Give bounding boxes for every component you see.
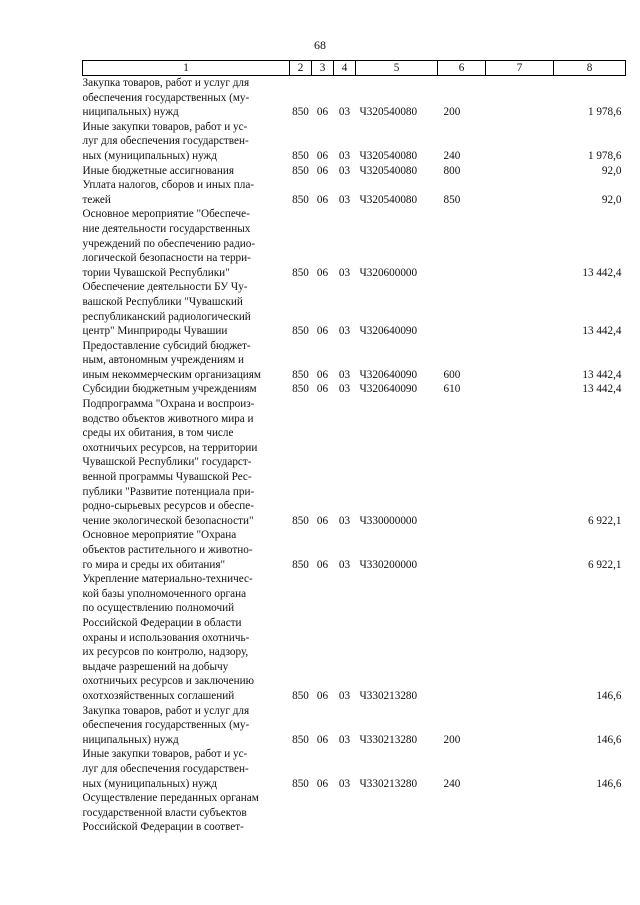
subsection-code: 03 [338,106,351,119]
row-description [83,280,290,338]
target-article-code: Ч320640090 [359,368,418,381]
target-article-code: Ч330200000 [359,558,418,571]
description-line: ниципальных) нужд [82,733,179,746]
ministry-code: 850 [292,193,309,206]
description-line: логической безопасности на терри- [82,252,251,265]
target-article-code: Ч320540080 [359,106,418,119]
ministry-code: 850 [292,383,309,396]
amount: 146,6 [596,777,622,790]
subsection-code: 03 [338,325,351,338]
amount: 1 978,6 [587,149,622,162]
description-line: кой базы уполномоченного органа [82,587,247,600]
expense-type-code [438,207,486,280]
description-line: охраны и использования охотничь- [82,631,250,644]
description-line: Предоставление субсидий бюджет- [82,339,251,352]
table-row [83,382,626,397]
table-body [83,76,626,835]
description-line: обеспечения государственных (му- [82,719,250,732]
amount: 1 978,6 [587,106,622,119]
row-description [83,120,290,164]
column-header-3: 3 [312,61,334,76]
description-line: Основное мероприятие "Охрана [82,529,237,542]
expense-type-code [438,791,486,835]
ministry-code: 850 [292,689,309,702]
section-code: 06 [316,325,329,338]
description-line: ниципальных) нужд [82,106,179,119]
expense-type-code: 850 [443,193,461,206]
column-header-7: 7 [486,61,554,76]
table-row [83,120,626,164]
target-article-code: Ч320640090 [359,383,418,396]
subsection-code: 03 [338,164,351,177]
table-row [83,164,626,179]
description-line: охотхозяйственных соглашений [82,689,235,702]
column-header-1: 1 [83,61,290,76]
section-code: 06 [316,164,329,177]
description-line: Укрепление материально-техничес- [82,573,253,586]
description-line: чение экологической безопасности" [82,514,254,527]
section-code [312,791,334,835]
ministry-code: 850 [292,266,309,279]
subsection-code [334,791,356,835]
description-line: ние деятельности государственных [82,222,251,235]
section-code: 06 [316,733,329,746]
description-line: Чувашской Республики" государст- [82,456,252,469]
description-line: охотничьих ресурсов, на территории [82,441,258,454]
ministry-code: 850 [292,106,309,119]
section-code: 06 [316,383,329,396]
amount: 92,0 [601,164,622,177]
description-line: луг для обеспечения государствен- [82,762,249,775]
description-line: учреждений по обеспечению радио- [82,237,256,250]
table-row [83,397,626,528]
target-article-code: Ч330213280 [359,733,418,746]
subsection-code: 03 [338,368,351,381]
row-description [83,207,290,280]
section-code: 06 [316,193,329,206]
column-7-value [486,572,554,703]
page-number: 68 [314,38,326,52]
column-7-value [486,382,554,397]
description-line: Субсидии бюджетным учреждениям [82,383,257,396]
table-row [83,339,626,383]
description-line: Закупка товаров, работ и услуг для [82,77,250,89]
column-header-8: 8 [554,61,626,76]
amount: 13 442,4 [582,266,622,279]
description-line: их ресурсов по контролю, надзору, [82,646,249,659]
description-line: Осуществление переданных органам [82,792,259,805]
description-line: венной программы Чувашской Рес- [82,471,252,484]
section-code: 06 [316,106,329,119]
subsection-code: 03 [338,266,351,279]
row-description [83,164,290,179]
section-code: 06 [316,689,329,702]
column-7-value [486,747,554,791]
table-row [83,280,626,338]
table-row [83,528,626,572]
target-article-code: Ч330213280 [359,777,418,790]
description-line: го мира и среды их обитания" [82,558,226,571]
table-row [83,704,626,748]
section-code: 06 [316,777,329,790]
description-line: государственной власти субъектов [82,806,247,819]
ministry-code: 850 [292,777,309,790]
expense-type-code [438,397,486,528]
expense-type-code: 610 [443,383,461,396]
column-7-value [486,120,554,164]
description-line: тежей [82,193,111,206]
section-code: 06 [316,149,329,162]
target-article-code: Ч320540080 [359,164,418,177]
description-line: центр" Минприроды Чувашии [82,325,228,338]
amount: 13 442,4 [582,325,622,338]
column-header-4: 4 [334,61,356,76]
ministry-code: 850 [292,514,309,527]
ministry-code: 850 [292,164,309,177]
description-line: выдаче разрешений на добычу [82,660,229,673]
section-code: 06 [316,514,329,527]
section-code: 06 [316,368,329,381]
ministry-code: 850 [292,325,309,338]
subsection-code: 03 [338,149,351,162]
ministry-code: 850 [292,368,309,381]
column-7-value [486,339,554,383]
column-7-value [486,397,554,528]
column-7-value [486,178,554,207]
column-header-5: 5 [356,61,438,76]
description-line: Иные закупки товаров, работ и ус- [82,748,248,761]
description-line: родно-сырьевых ресурсов и обеспе- [82,500,254,513]
target-article-code: Ч330000000 [359,514,418,527]
row-description [83,397,290,528]
expense-type-code: 200 [443,106,461,119]
ministry-code: 850 [292,149,309,162]
row-description [83,339,290,383]
row-description [83,572,290,703]
description-line: обеспечения государственных (му- [82,91,250,104]
table-row [83,791,626,835]
ministry-code [290,791,312,835]
expense-type-code [438,572,486,703]
table-row [83,747,626,791]
column-7-value [486,207,554,280]
subsection-code: 03 [338,558,351,571]
description-line: тории Чувашской Республики" [82,266,230,279]
subsection-code: 03 [338,193,351,206]
description-line: ных (муниципальных) нужд [82,777,217,790]
target-article-code [356,791,438,835]
amount [554,791,626,835]
row-description [83,747,290,791]
target-article-code: Ч330213280 [359,689,418,702]
expense-type-code: 240 [443,149,461,162]
column-7-value [486,704,554,748]
column-7-value [486,791,554,835]
description-line: охотничьих ресурсов и заключению [82,675,254,688]
section-code: 06 [316,558,329,571]
header-row [83,61,626,76]
amount: 13 442,4 [582,368,622,381]
column-7-value [486,528,554,572]
description-line: по осуществлению полномочий [82,602,235,615]
target-article-code: Ч320540080 [359,193,418,206]
row-description [83,76,290,120]
expense-type-code: 800 [443,164,461,177]
subsection-code: 03 [338,777,351,790]
section-code: 06 [316,266,329,279]
amount: 13 442,4 [582,383,622,396]
description-line: Иные закупки товаров, работ и ус- [82,120,248,133]
expense-type-code [438,280,486,338]
column-header-2: 2 [290,61,312,76]
target-article-code: Ч320640090 [359,325,418,338]
expense-type-code: 200 [443,733,461,746]
row-description [83,528,290,572]
description-line: водство объектов животного мира и [82,412,254,425]
description-line: Закупка товаров, работ и услуг для [82,704,250,717]
ministry-code: 850 [292,733,309,746]
amount: 146,6 [596,689,622,702]
subsection-code: 03 [338,733,351,746]
subsection-code: 03 [338,514,351,527]
table-row [83,76,626,120]
subsection-code: 03 [338,383,351,396]
subsection-code: 03 [338,689,351,702]
description-line: Иные бюджетные ассигнования [82,164,234,177]
row-description [83,791,290,835]
row-description [83,704,290,748]
target-article-code: Ч320540080 [359,149,418,162]
row-description [83,178,290,207]
column-header-6: 6 [438,61,486,76]
description-line: ных (муниципальных) нужд [82,149,217,162]
column-7-value [486,76,554,120]
column-7-value [486,164,554,179]
description-line: объектов растительного и животно- [82,544,253,556]
target-article-code: Ч320600000 [359,266,418,279]
column-7-value [486,280,554,338]
amount: 6 922,1 [587,514,622,527]
ministry-code: 850 [292,558,309,571]
description-line: Российской Федерации в соответ- [82,821,244,834]
description-line: вашской Республики "Чувашский [82,295,243,308]
description-line: иным некоммерческим организациям [82,368,261,381]
amount: 92,0 [601,193,622,206]
description-line: Основное мероприятие "Обеспече- [82,208,250,221]
expense-type-code: 240 [443,777,461,790]
description-line: публики "Развитие потенциала при- [82,485,255,498]
budget-table [82,60,626,835]
description-line: ным, автономным учреждениям и [82,354,244,367]
description-line: луг для обеспечения государствен- [82,135,249,148]
table-row [83,207,626,280]
expense-type-code: 600 [443,368,461,381]
description-line: республиканский радиологический [82,310,251,323]
description-line: Уплата налогов, сборов и иных пла- [82,179,255,192]
description-line: Обеспечение деятельности БУ Чу- [82,281,248,294]
description-line: среды их обитания, в том числе [82,427,234,440]
table-row [83,572,626,703]
table-row [83,178,626,207]
amount: 6 922,1 [587,558,622,571]
description-line: Российской Федерации в области [82,616,242,629]
description-line: Подпрограмма "Охрана и воспроиз- [82,398,255,411]
row-description [83,382,290,397]
expense-type-code [438,528,486,572]
amount: 146,6 [596,733,622,746]
